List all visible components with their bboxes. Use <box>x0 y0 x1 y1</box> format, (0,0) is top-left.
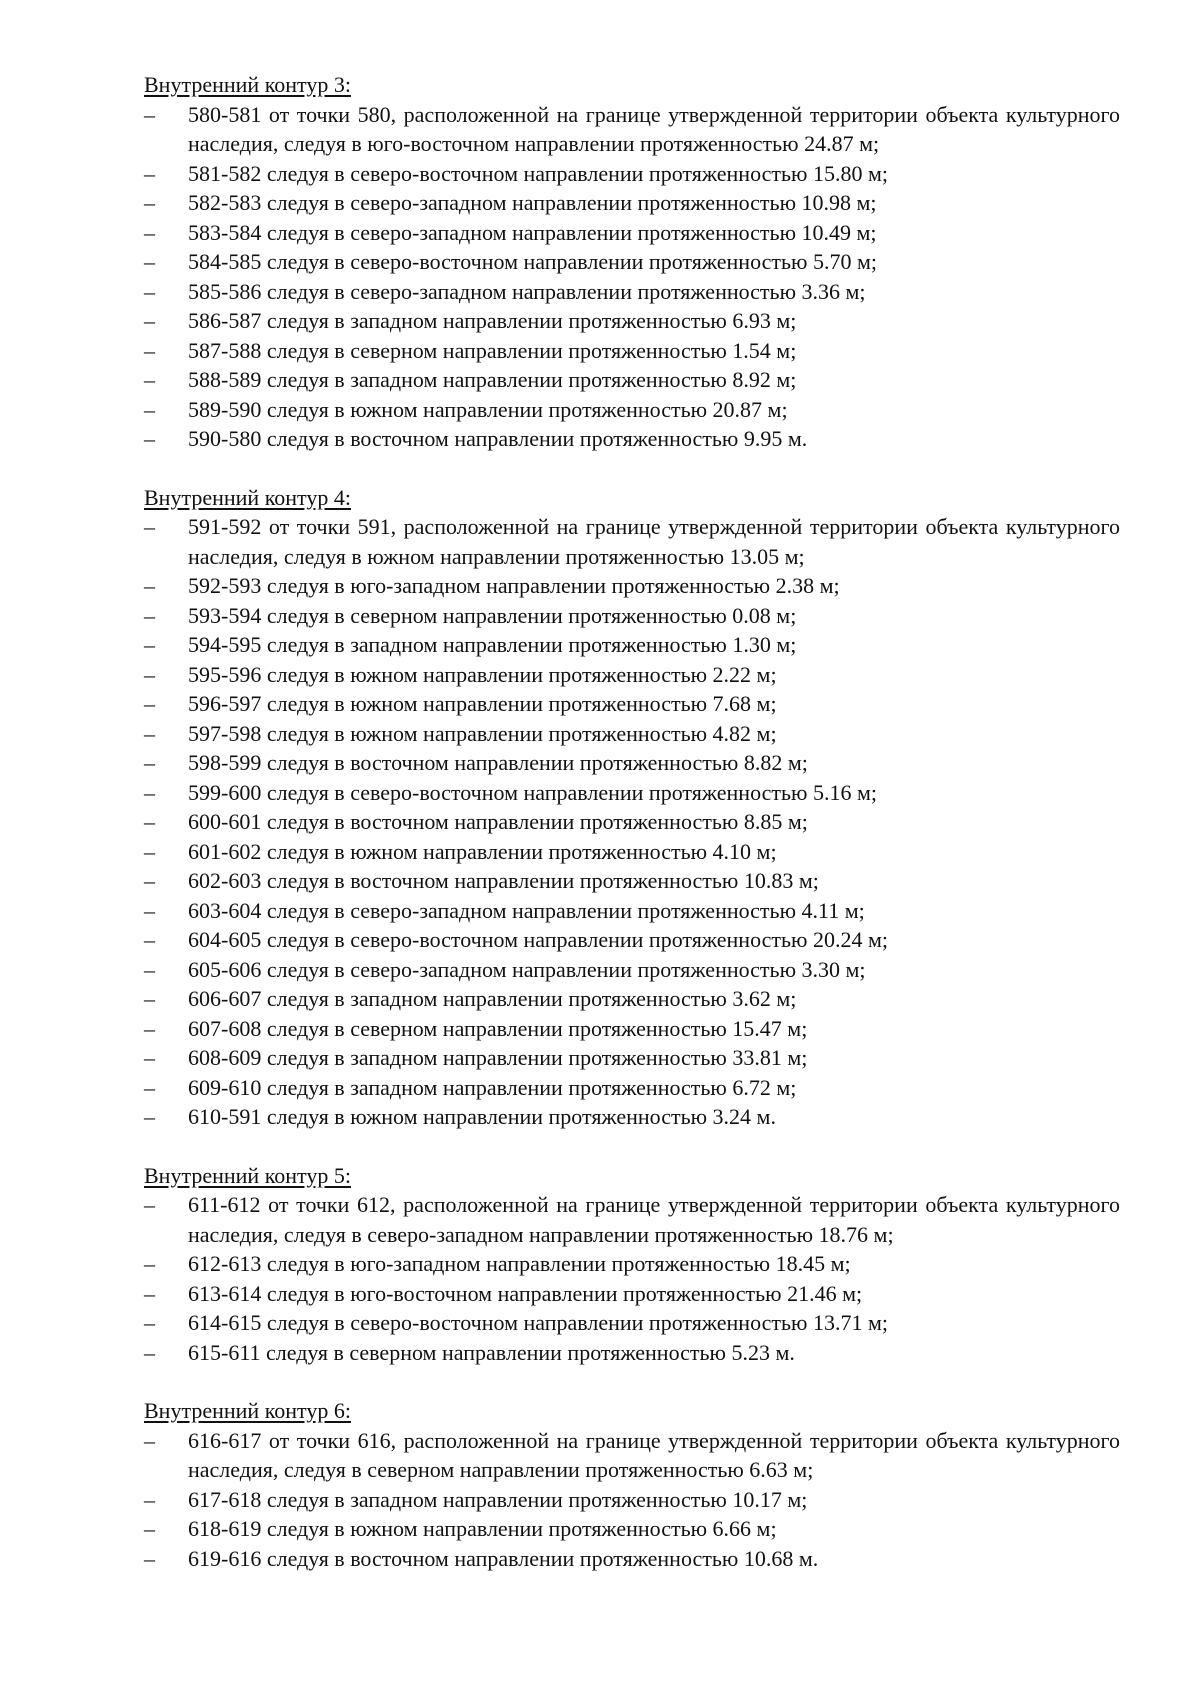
contour-heading: Внутренний контур 3: <box>144 72 351 97</box>
segment-list <box>144 1190 1120 1367</box>
segment-item: – 598-599 следуя в восточном направлении протяженностью 8.82 м; <box>144 748 1120 778</box>
segment-item: – 605-606 следуя в северо-западном направлении протяженностью 3.30 м; <box>144 955 1120 985</box>
segment-item: – 588-589 следуя в западном направлении протяженностью 8.92 м; <box>144 365 1120 395</box>
segment-item: – 599-600 следуя в северо-восточном направлении протяженностью 5.16 м; <box>144 778 1120 808</box>
segment-item: – 594-595 следуя в западном направлении протяженностью 1.30 м; <box>144 630 1120 660</box>
segment-item: – 583-584 следуя в северо-западном направлении протяженностью 10.49 м; <box>144 218 1120 248</box>
segment-item: – 600-601 следуя в восточном направлении протяженностью 8.85 м; <box>144 807 1120 837</box>
contour-section <box>144 483 1120 1132</box>
segment-item: – 584-585 следуя в северо-восточном направлении протяженностью 5.70 м; <box>144 247 1120 277</box>
segment-item: – 615-611 следуя в северном направлении протяженностью 5.23 м. <box>144 1338 1120 1368</box>
segment-item: – 589-590 следуя в южном направлении протяженностью 20.87 м; <box>144 395 1120 425</box>
contour-heading: Внутренний контур 4: <box>144 484 351 510</box>
segment-item: – 586-587 следуя в западном направлении протяженностью 6.93 м; <box>144 306 1120 336</box>
segment-item: – 597-598 следуя в южном направлении протяженностью 4.82 м; <box>144 719 1120 749</box>
segment-item: – 604-605 следуя в северо-восточном направлении протяженностью 20.24 м; <box>144 925 1120 955</box>
segment-item: – 610-591 следуя в южном направлении протяженностью 3.24 м. <box>144 1102 1120 1132</box>
segment-item: – 611-612 от точки 612, расположенной на границе утвержденной территории объекта культурного наследия, следуя в северо-западном направлении протяженностью 18.76 м; <box>144 1190 1120 1249</box>
segment-item: – 616-617 от точки 616, расположенной на границе утвержденной территории объекта культурного наследия, следуя в северном направлении протяженностью 6.63 м; <box>144 1426 1120 1485</box>
segment-item: – 614-615 следуя в северо-восточном направлении протяженностью 13.71 м; <box>144 1308 1120 1338</box>
segment-item: – 609-610 следуя в западном направлении протяженностью 6.72 м; <box>144 1073 1120 1103</box>
segment-list <box>144 1426 1120 1574</box>
contour-section <box>144 1396 1120 1573</box>
segment-item: – 606-607 следуя в западном направлении протяженностью 3.62 м; <box>144 984 1120 1014</box>
segment-item: – 613-614 следуя в юго-восточном направлении протяженностью 21.46 м; <box>144 1279 1120 1309</box>
contour-section <box>144 70 1120 454</box>
segment-item: – 592-593 следуя в юго-западном направлении протяженностью 2.38 м; <box>144 571 1120 601</box>
segment-item: – 612-613 следуя в юго-западном направлении протяженностью 18.45 м; <box>144 1249 1120 1279</box>
segment-item: – 590-580 следуя в восточном направлении протяженностью 9.95 м. <box>144 424 1120 454</box>
segment-item: – 607-608 следуя в северном направлении протяженностью 15.47 м; <box>144 1014 1120 1044</box>
segment-item: – 591-592 от точки 591, расположенной на границе утвержденной территории объекта культурного наследия, следуя в южном направлении протяженностью 13.05 м; <box>144 512 1120 571</box>
segment-item: – 602-603 следуя в восточном направлении протяженностью 10.83 м; <box>144 866 1120 896</box>
segment-item: – 596-597 следуя в южном направлении протяженностью 7.68 м; <box>144 689 1120 719</box>
segment-item: – 617-618 следуя в западном направлении протяженностью 10.17 м; <box>144 1485 1120 1515</box>
segment-item: – 595-596 следуя в южном направлении протяженностью 2.22 м; <box>144 660 1120 690</box>
segment-item: – 581-582 следуя в северо-восточном направлении протяженностью 15.80 м; <box>144 159 1120 189</box>
segment-item: – 587-588 следуя в северном направлении протяженностью 1.54 м; <box>144 336 1120 366</box>
segment-item: – 619-616 следуя в восточном направлении протяженностью 10.68 м. <box>144 1544 1120 1574</box>
segment-list <box>144 512 1120 1132</box>
contour-heading: Внутренний контур 5: <box>144 1162 351 1188</box>
segment-item: – 601-602 следуя в южном направлении протяженностью 4.10 м; <box>144 837 1120 867</box>
segment-item: – 582-583 следуя в северо-западном направлении протяженностью 10.98 м; <box>144 188 1120 218</box>
contour-section <box>144 1161 1120 1368</box>
segment-item: – 603-604 следуя в северо-западном направлении протяженностью 4.11 м; <box>144 896 1120 926</box>
document-content <box>144 70 1120 1602</box>
segment-item: – 608-609 следуя в западном направлении протяженностью 33.81 м; <box>144 1043 1120 1073</box>
contour-heading: Внутренний контур 6: <box>144 1398 351 1423</box>
segment-list <box>144 100 1120 454</box>
segment-item: – 585-586 следуя в северо-западном направлении протяженностью 3.36 м; <box>144 277 1120 307</box>
segment-item: – 618-619 следуя в южном направлении протяженностью 6.66 м; <box>144 1514 1120 1544</box>
segment-item: – 593-594 следуя в северном направлении протяженностью 0.08 м; <box>144 601 1120 631</box>
segment-item: – 580-581 от точки 580, расположенной на границе утвержденной территории объекта культурного наследия, следуя в юго-восточном направлении протяженностью 24.87 м; <box>144 100 1120 159</box>
